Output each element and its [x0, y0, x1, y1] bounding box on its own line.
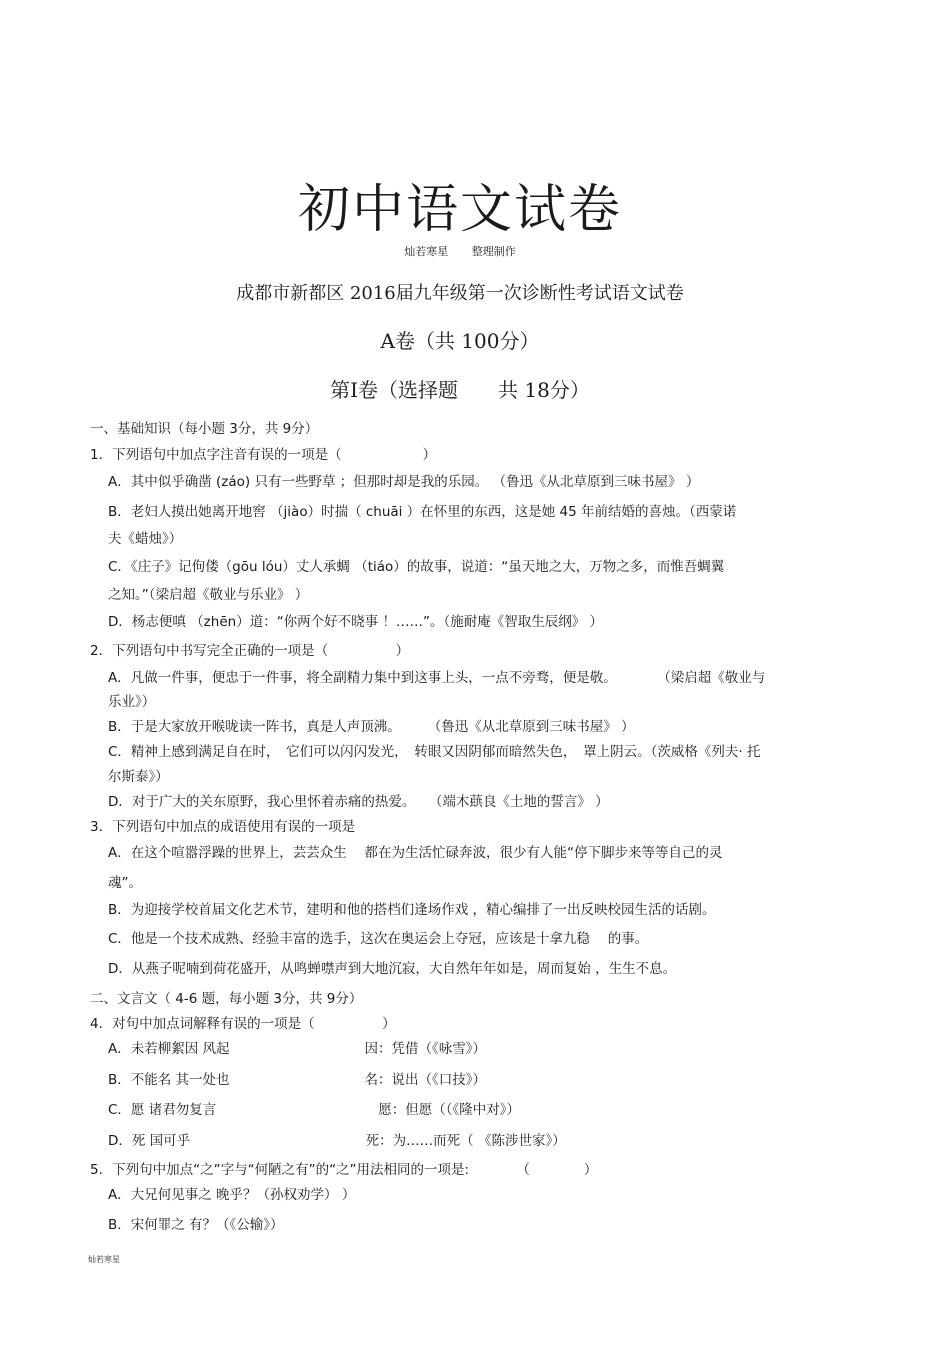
q4-option-c: C．愿 诸君勿复言 愿：但愿（（《隆中对》） — [108, 1102, 520, 1118]
q2-option-a-cont: 乐业》） — [108, 694, 156, 710]
q1-option-c: C．《庄子》记佝偻（gōu lóu）丈人承蜩 （tiáo）的故事，说道：“虽天地之大，万物之多，而惟吾蜩翼 — [108, 559, 725, 575]
volume-a-heading: A卷（共 100分） — [380, 329, 540, 353]
question-4: 4．对句中加点词解释有误的一项是（ ） — [90, 1016, 396, 1032]
credit-author: 灿若寒星 — [404, 245, 449, 258]
question-1: 1．下列语句中加点字注音有误的一项是（ ） — [90, 447, 437, 463]
q4-option-a: A．未若柳絮因 风起 因：凭借（《咏雪》） — [108, 1041, 487, 1057]
q3-option-a: A．在这个喧嚣浮躁的世界上，芸芸众生 都在为生活忙碌奔波，很少有人能“停下脚步来等等自己的灵 — [108, 845, 723, 861]
credit-line — [0, 244, 920, 260]
document-title: 初中语文试卷 — [297, 180, 622, 240]
part-one-heading: 第Ⅰ卷（选择题 共 18分） — [330, 378, 590, 402]
q4-option-d: D．死 国可乎 死：为……而死（ 《陈涉世家》） — [108, 1133, 566, 1149]
q5-option-a: A．大兄何见事之 晚乎？（孙权劝学） ） — [108, 1187, 356, 1203]
credit-note: 整理制作 — [471, 245, 516, 258]
q3-option-a-cont: 魂”。 — [108, 875, 142, 891]
q1-option-d: D．杨志便嗔 （zhēn）道：“你两个好不晓事 ！……”。（施耐庵《智取生辰纲》 ） — [108, 614, 604, 630]
section-heading-basic: 一、基础知识（每小题 3分，共 9分） — [90, 421, 319, 437]
section-heading-classical: 二、文言文（ 4-6 题，每小题 3分，共 9分） — [90, 991, 363, 1007]
q2-option-b: B．于是大家放开喉咙读一阵书，真是人声顶沸。 （鲁迅《从北草原到三味书屋》 ） — [108, 719, 635, 735]
question-3: 3．下列语句中加点的成语使用有误的一项是 — [90, 819, 356, 835]
q3-option-b: B．为迎接学校首届文化艺术节，建明和他的搭档们逢场作戏 ，精心编排了一出反映校园生活的话剧。 — [108, 902, 716, 918]
question-5: 5．下列句中加点“之”字与“何陋之有”的“之”用法相同的一项是: （ ） — [90, 1162, 598, 1178]
question-2: 2．下列语句中书写完全正确的一项是（ ） — [90, 643, 410, 659]
q1-option-b-cont: 夫《蜡烛》） — [108, 531, 183, 547]
q2-option-c: C．精神上感到满足自在时， 它们可以闪闪发光， 转眼又因阴郁而暗然失色， 罩上阴云。（茨威格《列夫· 托 — [108, 744, 761, 760]
q3-option-c: C．他是一个技术成熟、经验丰富的选手，这次在奥运会上夺冠，应该是十拿九稳 的事。 — [108, 931, 649, 947]
q4-option-b: B．不能名 其一处也 名：说出（《口技》） — [108, 1072, 487, 1088]
q2-option-c-cont: 尔斯泰》） — [108, 769, 169, 785]
q3-option-d: D．从燕子呢喃到荷花盛开，从鸣蝉噤声到大地沉寂，大自然年年如是，周而复始 ，生生不息。 — [108, 961, 677, 977]
q1-option-b: B．老妇人摸出她离开地窖 （jiào）时揣（ chuāi ）在怀里的东西，这是她 45 年前结婚的喜烛。（西蒙诺 — [108, 504, 737, 520]
exam-title: 成都市新都区 2016届九年级第一次诊断性考试语文试卷 — [236, 283, 684, 304]
q1-option-c-cont: 之知。”（梁启超《敬业与乐业》 ） — [108, 587, 309, 603]
footer-watermark: 灿若寒星 — [88, 1255, 120, 1264]
q1-option-a: A．其中似乎确凿 (záo) 只有一些野草 ；但那时却是我的乐园。 （鲁迅《从北草原到三味书屋》 ） — [108, 474, 700, 490]
q2-option-a: A．凡做一件事，便忠于一件事，将全副精力集中到这事上头，一点不旁骛，便是敬。 （梁启超《敬业与 — [108, 670, 766, 686]
q5-option-b: B．宋何罪之 有？（《公输》） — [108, 1217, 284, 1233]
q2-option-d: D．对于广大的关东原野，我心里怀着赤痛的热爱。 （端木蕻良《土地的誓言》 ） — [108, 794, 609, 810]
